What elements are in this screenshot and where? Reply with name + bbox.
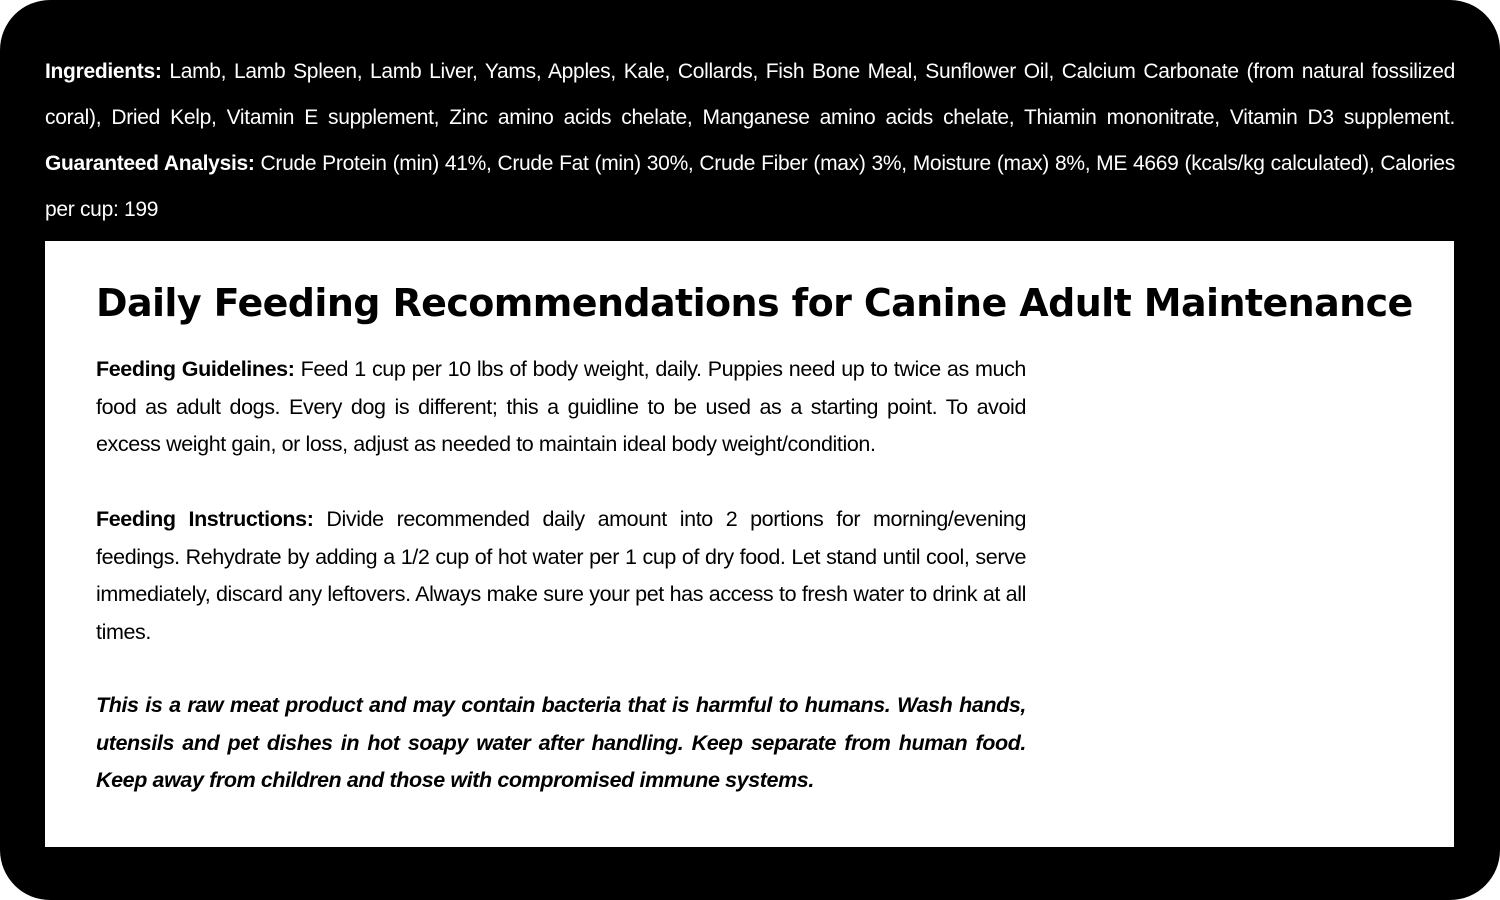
feeding-guidelines-label: Feeding Guidelines: (96, 357, 295, 381)
feeding-guidelines-text: Feed 1 cup per 10 lbs of body weight, daily. Puppies need up to twice as much food as adult dogs. Every dog is different; this a guidline to be used as a starting point. To avoid excess weight gain, or loss, adjust as needed to maintain ideal body weight/condition. (96, 357, 1026, 456)
raw-meat-warning: This is a raw meat product and may contain bacteria that is harmful to humans. Wash hands, utensils and pet dishes in hot soapy water after handling. Keep separate from human food. Keep away from children and those with compromised immune systems. (96, 693, 1026, 792)
ingredients-paragraph (45, 49, 1455, 233)
feeding-instructions-text: Divide recommended daily amount into 2 portions for morning/evening feedings. Rehydrate by adding a 1/2 cup of hot water per 1 cup of dry food. Let stand until cool, serve immediately, discard any leftovers. Always make sure your pet has access to fresh water to drink at all times. (96, 507, 1026, 644)
guaranteed-analysis-text: Crude Protein (min) 41%, Crude Fat (min) 30%, Crude Fiber (max) 3%, Moisture (max) 8%, ME 4669 (kcals/kg calculated), Calories per cup: 199 (45, 152, 1455, 221)
ingredients-heading: Ingredients: (45, 60, 162, 83)
feeding-panel (45, 241, 1454, 847)
feeding-instructions (96, 501, 1026, 651)
feeding-guidelines (96, 351, 1026, 464)
feeding-title: Daily Feeding Recommendations for Canine Adult Maintenance (96, 281, 1413, 325)
feeding-instructions-label: Feeding Instructions: (96, 507, 314, 531)
ingredients-list: Lamb, Lamb Spleen, Lamb Liver, Yams, Apples, Kale, Collards, Fish Bone Meal, Sunflower Oil, Calcium Carbonate (from natural fossilized coral), Dried Kelp, Vitamin E supplement, Zinc amino acids chelate, Manganese amino acids chelate, Thiamin mononitrate, Vitamin D3 supplement. (45, 60, 1455, 129)
guaranteed-analysis-heading: Guaranteed Analysis: (45, 152, 255, 175)
